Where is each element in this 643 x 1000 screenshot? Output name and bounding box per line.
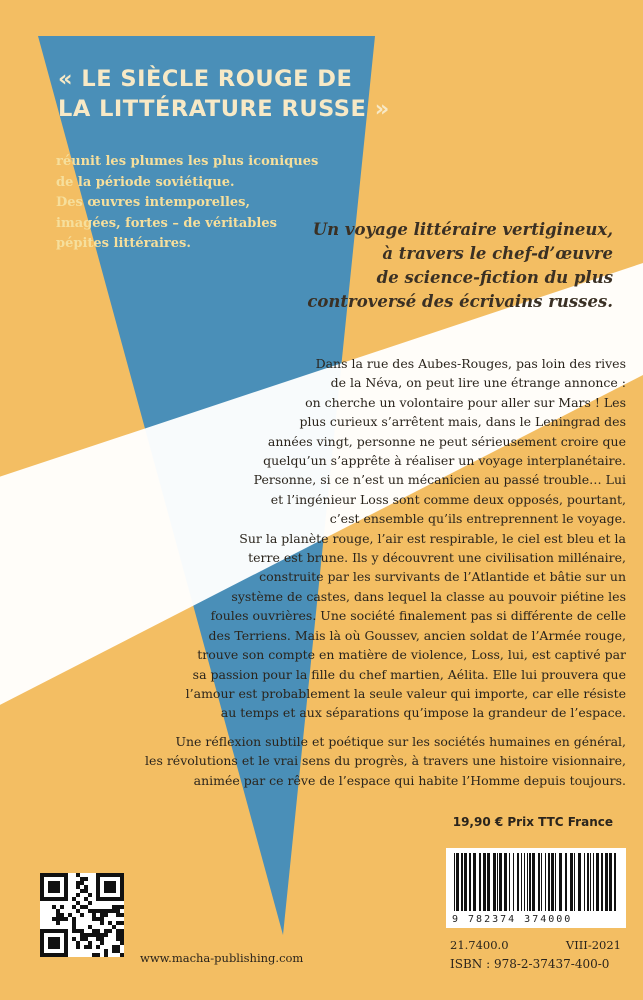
synopsis-line: et l’ingénieur Loss sont comme deux opposés, pourtant, (270, 491, 626, 507)
synopsis-line: système de castes, dans lequel la classe au pouvoir piétine les (231, 588, 626, 604)
isbn-barcode (446, 848, 626, 928)
publisher-website-link[interactable]: www.macha-publishing.com (140, 951, 304, 965)
synopsis-line: Personne, si ce n’est un mécanicien au passé trouble… Lui (253, 472, 626, 488)
synopsis-line: des Terriens. Mais là où Goussev, ancien soldat de l’Armée rouge, (208, 627, 626, 643)
closing-line: les révolutions et le vrai sens du progrès, à travers une histoire visionnaire, (145, 753, 626, 769)
synopsis-line: au temps et aux séparations qu’impose la grandeur de l’espace. (220, 705, 626, 721)
tagline-line: à travers le chef-d’œuvre (382, 244, 613, 263)
synopsis (70, 354, 626, 723)
synopsis-line: quelqu’un s’apprête à réaliser un voyage interplanétaire. (263, 453, 626, 469)
synopsis-line: terre est brune. Ils y découvrent une civilisation millénaire, (248, 550, 626, 566)
synopsis-line: l’amour est probablement la seule valeur qui importe, car elle résiste (185, 685, 626, 701)
edition-date: VIII-2021 (565, 938, 621, 952)
closing-line: Une réflexion subtile et poétique sur les sociétés humaines en général, (175, 734, 626, 749)
isbn-number: ISBN : 978-2-37437-400-0 (450, 957, 610, 971)
synopsis-line: Sur la planète rouge, l’air est respirable, le ciel est bleu et la (239, 530, 626, 546)
synopsis-line: on cherche un volontaire pour aller sur Mars ! Les (305, 394, 626, 410)
product-code: 21.7400.0 (450, 938, 509, 952)
price-label: 19,90 € Prix TTC France (452, 815, 613, 829)
intro-line: pépites littéraires. (56, 236, 191, 251)
synopsis-line: trouve son compte en matière de violence, Loss, lui, est captivé par (197, 647, 626, 663)
intro-line: Des œuvres intemporelles, (56, 195, 251, 210)
tagline-line: Un voyage littéraire vertigineux, (312, 220, 613, 239)
synopsis-line: construite par les survivants de l’Atlantide et bâtie sur un (259, 569, 626, 585)
qr-code-pattern (40, 873, 124, 957)
intro-line: réunit les plumes les plus iconiques (56, 154, 319, 169)
series-heading (58, 64, 390, 124)
tagline (253, 218, 613, 314)
heading-line: LA LITTÉRATURE RUSSE » (58, 96, 390, 122)
barcode-digits: 9 782374 374000 (452, 914, 573, 925)
synopsis-line: de la Néva, on peut lire une étrange annonce : (330, 375, 626, 391)
synopsis-line: plus curieux s’arrêtent mais, dans le Leningrad des (299, 414, 626, 430)
intro-line: imagées, fortes – de véritables (56, 215, 277, 231)
synopsis-line: Dans la rue des Aubes-Rouges, pas loin des rives (315, 356, 626, 371)
tagline-line: controversé des écrivains russes. (307, 292, 613, 311)
synopsis-line: foules ouvrières. Une société finalement pas si différente de celle (210, 608, 626, 624)
closing-line: animée par ce rêve de l’espace qui habite l’Homme depuis toujours. (193, 772, 626, 788)
closing-paragraph (86, 732, 626, 790)
qr-code[interactable] (40, 873, 124, 957)
heading-line: « LE SIÈCLE ROUGE DE (58, 66, 353, 92)
synopsis-line: sa passion pour la fille du chef martien, Aélita. Elle lui prouvera que (192, 666, 626, 682)
tagline-line: de science-fiction du plus (376, 268, 613, 287)
synopsis-line: années vingt, personne ne peut sérieusement croire que (267, 433, 626, 449)
intro-line: de la période soviétique. (56, 174, 235, 190)
synopsis-line: c’est ensemble qu’ils entreprennent le voyage. (329, 511, 626, 527)
